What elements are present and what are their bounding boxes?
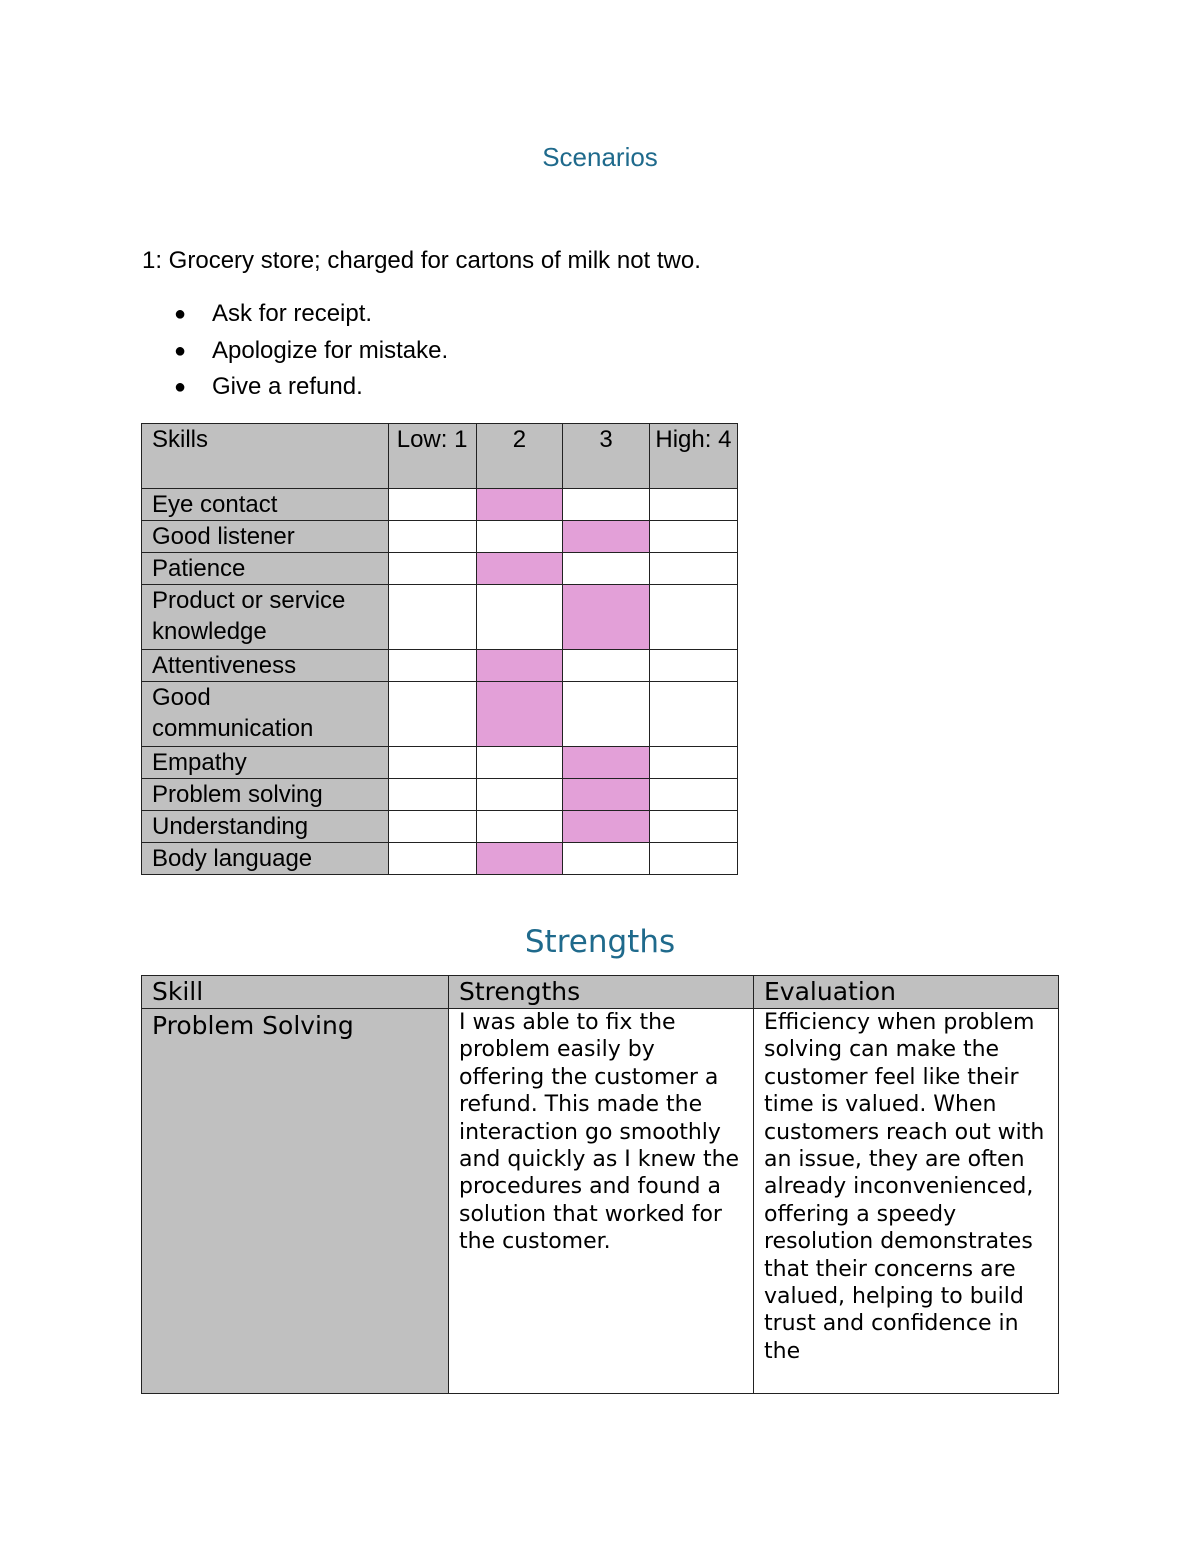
rating-cell-1 (388, 585, 476, 650)
rating-cell-3 (563, 521, 650, 553)
rating-cell-1 (388, 521, 476, 553)
scenario-description: 1: Grocery store; charged for cartons of milk not two. (142, 247, 701, 274)
rating-cell-2 (476, 779, 563, 811)
table-row (142, 682, 738, 747)
rating-cell-4 (649, 779, 737, 811)
skill-name-cell: Empathy (142, 747, 389, 779)
skill-name-cell: Product or service knowledge (142, 585, 389, 650)
table-row (142, 489, 738, 521)
table-row (142, 521, 738, 553)
rating-cell-4 (649, 811, 737, 843)
bullet-icon: ● (174, 376, 187, 398)
bullet-icon: ● (174, 303, 187, 325)
header-strengths: Strengths (449, 976, 754, 1009)
rating-cell-1 (388, 489, 476, 521)
rating-cell-3 (563, 489, 650, 521)
skill-cell: Problem Solving (142, 1009, 449, 1394)
rating-cell-1 (388, 811, 476, 843)
header-low: Low: 1 (388, 424, 476, 489)
rating-cell-4 (649, 521, 737, 553)
bullet-icon: ● (174, 339, 187, 362)
rating-cell-1 (388, 779, 476, 811)
skill-name-cell: Patience (142, 553, 389, 585)
rating-cell-4 (649, 747, 737, 779)
skill-name-cell: Body language (142, 843, 389, 875)
header-skills: Skills (142, 424, 389, 489)
rating-cell-4 (649, 489, 737, 521)
rating-cell-4 (649, 843, 737, 875)
header-skill: Skill (142, 976, 449, 1009)
rating-cell-1 (388, 553, 476, 585)
skill-name-cell: Understanding (142, 811, 389, 843)
header-evaluation: Evaluation (754, 976, 1059, 1009)
list-item: ● Apologize for mistake. (142, 333, 448, 370)
rating-cell-2 (476, 489, 563, 521)
rating-cell-3 (563, 779, 650, 811)
strengths-title: Strengths (524, 924, 676, 960)
list-item: ● Ask for receipt. (142, 296, 448, 333)
skill-name-cell: Good communication (142, 682, 389, 747)
table-row (142, 553, 738, 585)
table-row (142, 1009, 1059, 1394)
table-header-row (142, 976, 1059, 1009)
rating-cell-2 (476, 843, 563, 875)
table-row (142, 585, 738, 650)
rating-cell-1 (388, 747, 476, 779)
rating-cell-3 (563, 650, 650, 682)
rating-cell-3 (563, 811, 650, 843)
rating-cell-3 (563, 553, 650, 585)
rating-cell-3 (563, 747, 650, 779)
rating-cell-2 (476, 521, 563, 553)
rating-cell-4 (649, 585, 737, 650)
header-high: High: 4 (649, 424, 737, 489)
skills-rating-table (141, 423, 738, 875)
rating-cell-2 (476, 553, 563, 585)
table-header-row (142, 424, 738, 489)
rating-cell-4 (649, 553, 737, 585)
table-row (142, 843, 738, 875)
list-item: ● Give a refund. (142, 369, 448, 406)
header-2: 2 (476, 424, 563, 489)
rating-cell-1 (388, 843, 476, 875)
rating-cell-1 (388, 682, 476, 747)
rating-cell-2 (476, 747, 563, 779)
scenarios-title: Scenarios (542, 142, 658, 172)
rating-cell-2 (476, 811, 563, 843)
rating-cell-3 (563, 585, 650, 650)
skill-name-cell: Eye contact (142, 489, 389, 521)
rating-cell-3 (563, 682, 650, 747)
rating-cell-2 (476, 650, 563, 682)
rating-cell-3 (563, 843, 650, 875)
strengths-cell: I was able to fix the problem easily by offering the customer a refund. This made the interaction go smoothly and quickly as I knew the procedures and found a solution that worked for the customer. (449, 1009, 754, 1394)
rating-cell-4 (649, 650, 737, 682)
table-row (142, 779, 738, 811)
skill-name-cell: Attentiveness (142, 650, 389, 682)
scenario-steps-list (142, 296, 448, 406)
table-row (142, 650, 738, 682)
rating-cell-1 (388, 650, 476, 682)
table-row (142, 747, 738, 779)
skill-name-cell: Good listener (142, 521, 389, 553)
header-3: 3 (563, 424, 650, 489)
table-row (142, 811, 738, 843)
rating-cell-2 (476, 682, 563, 747)
rating-cell-2 (476, 585, 563, 650)
strengths-table (141, 975, 1059, 1394)
skill-name-cell: Problem solving (142, 779, 389, 811)
evaluation-cell: Efficiency when problem solving can make the customer feel like their time is valued. When customers reach out with an issue, they are often already inconvenienced, offering a speedy resolution demonstrates that their concerns are valued, helping to build trust and confidence in the (754, 1009, 1059, 1394)
rating-cell-4 (649, 682, 737, 747)
